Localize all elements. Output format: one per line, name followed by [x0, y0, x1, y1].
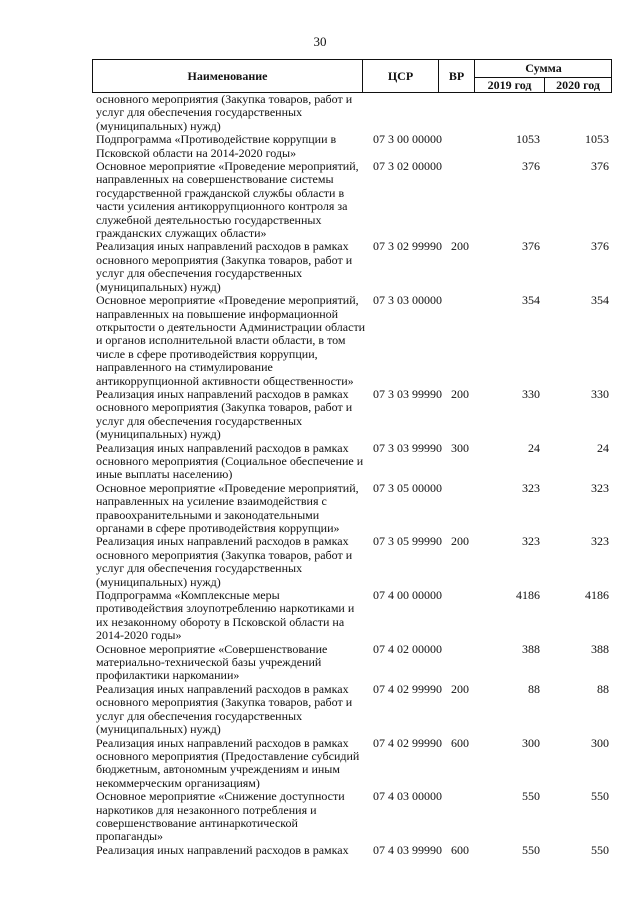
row-name-line: иные выплаты населению) [96, 467, 233, 482]
row-sum-2019: 330 [522, 386, 540, 401]
row-name-line: услуг для обеспечения государственных [96, 105, 303, 120]
page-number: 30 [313, 34, 327, 49]
row-sum-2019: 300 [522, 735, 540, 750]
table-row [96, 589, 612, 643]
table-row [96, 160, 612, 240]
row-sum-2020: 323 [591, 534, 609, 549]
row-name [96, 388, 358, 442]
header-csr: ЦСР [363, 60, 439, 92]
header-year-2019: 2019 год [475, 77, 545, 93]
table-row [96, 133, 612, 160]
row-name-line: Реализация иных направлений расходов в рамках [96, 440, 349, 455]
row-name-line: правоохранительными и законодательными [96, 507, 320, 522]
row-name [96, 589, 358, 643]
row-vr: 200 [451, 239, 469, 254]
table-row [96, 240, 612, 294]
row-name-line: Реализация иных направлений расходов в рамках [96, 534, 349, 549]
row-name-line: антикоррупционной активности общественности» [96, 373, 354, 388]
header-name: Наименование [93, 60, 363, 92]
table-row [96, 388, 612, 442]
row-sum-2019: 354 [522, 293, 540, 308]
row-name-line: материально-технической базы учреждений [96, 655, 322, 670]
row-sum-2020: 330 [591, 386, 609, 401]
row-name [96, 160, 358, 240]
row-name-line: услуг для обеспечения государственных [96, 561, 303, 576]
row-vr: 600 [451, 735, 469, 750]
header-year-2020: 2020 год [556, 78, 600, 92]
row-sum-2020: 24 [597, 440, 609, 455]
row-name-line: числе в сфере противодействия коррупции, [96, 346, 318, 361]
row-name-line: части усиления антикоррупционного контроля за [96, 199, 348, 214]
row-name [96, 133, 358, 160]
row-sum-2020: 388 [591, 641, 609, 656]
table-row [96, 535, 612, 589]
row-sum-2019: 376 [522, 159, 540, 174]
row-name-line: основного мероприятия (Предоставление субсидий [96, 748, 360, 763]
table-row [96, 643, 612, 683]
row-name-line: направленных на усиление взаимодействия с [96, 494, 327, 509]
table-row [96, 683, 612, 737]
row-vr: 200 [451, 386, 469, 401]
row-name [96, 790, 358, 844]
row-name-line: гражданских служащих области» [96, 226, 267, 241]
row-name-line: их незаконному обороту в Псковской области на [96, 614, 345, 629]
table-row [96, 442, 612, 482]
row-name-line: Реализация иных направлений расходов в рамках [96, 386, 349, 401]
row-name-line: (муниципальных) нужд) [96, 427, 221, 442]
row-name-line: пропаганды» [96, 829, 164, 844]
row-sum-2019: 4186 [516, 588, 540, 603]
row-csr: 07 4 00 00000 [373, 588, 442, 603]
row-name-line: Основное мероприятие «Совершенствование [96, 641, 328, 656]
table-row [96, 844, 612, 857]
row-csr: 07 4 02 99990 [373, 681, 442, 696]
row-name-line: служебной деятельностью государственных [96, 212, 322, 227]
row-vr: 600 [451, 842, 469, 857]
row-name-line: направленных на повышение информационной [96, 306, 339, 321]
header-vr: ВР [439, 60, 475, 92]
row-vr: 300 [451, 440, 469, 455]
row-sum-2019: 323 [522, 534, 540, 549]
row-csr: 07 3 02 99990 [373, 239, 442, 254]
header-sum: Сумма [475, 60, 612, 78]
row-csr: 07 4 02 00000 [373, 641, 442, 656]
row-name-line: Реализация иных направлений расходов в рамках [96, 239, 349, 254]
row-csr: 07 4 02 99990 [373, 735, 442, 750]
row-name [96, 293, 366, 388]
row-csr: 07 3 03 99990 [373, 440, 442, 455]
row-name-line: основного мероприятия (Закупка товаров, работ и [96, 400, 353, 415]
row-name-line: направленного на стимулирование [96, 360, 273, 375]
row-name-line: основного мероприятия (Закупка товаров, работ и [96, 92, 353, 106]
row-name-line: услуг для обеспечения государственных [96, 266, 303, 281]
row-name [96, 440, 364, 482]
row-sum-2020: 550 [591, 789, 609, 804]
row-sum-2019: 376 [522, 239, 540, 254]
row-name-line: 2014-2020 годы» [96, 628, 182, 643]
row-name-line: Основное мероприятие «Проведение мероприятий, [96, 293, 359, 308]
row-name [96, 844, 358, 857]
row-name-line: Псковской области на 2014-2020 годы» [96, 145, 297, 160]
row-name-line: направленных на совершенствование системы [96, 172, 334, 187]
row-csr: 07 3 00 00000 [373, 132, 442, 147]
row-name-line: некоммерческим организациям) [96, 775, 260, 790]
row-name [96, 93, 358, 133]
row-vr: 200 [451, 534, 469, 549]
row-name-line: услуг для обеспечения государственных [96, 413, 303, 428]
row-name [96, 737, 358, 791]
row-sum-2020: 376 [591, 239, 609, 254]
row-name [96, 482, 358, 536]
row-sum-2020: 354 [591, 293, 609, 308]
row-sum-2019: 24 [528, 440, 540, 455]
row-name-line: (муниципальных) нужд) [96, 279, 221, 294]
row-csr: 07 3 02 00000 [373, 159, 442, 174]
table-row [96, 737, 612, 791]
row-sum-2020: 4186 [585, 588, 609, 603]
row-sum-2019: 550 [522, 789, 540, 804]
row-name-line: совершенствование антинаркотической [96, 815, 298, 830]
row-sum-2019: 88 [528, 681, 540, 696]
row-name-line: органами в сфере противодействия коррупции» [96, 521, 340, 535]
row-name-line: Подпрограмма «Комплексные меры [96, 588, 280, 603]
row-name-line: Основное мероприятие «Проведение мероприятий, [96, 480, 359, 495]
row-csr: 07 4 03 00000 [373, 789, 442, 804]
row-sum-2019: 323 [522, 480, 540, 495]
row-name-line: Реализация иных направлений расходов в рамках [96, 681, 349, 696]
row-sum-2019: 388 [522, 641, 540, 656]
row-name [96, 683, 358, 737]
table-row [96, 294, 612, 388]
row-sum-2020: 300 [591, 735, 609, 750]
row-name-line: Основное мероприятие «Проведение мероприятий, [96, 159, 359, 174]
row-sum-2020: 1053 [585, 132, 609, 147]
row-name-line: противодействия злоупотреблению наркотиками и [96, 601, 355, 616]
row-sum-2019: 1053 [516, 132, 540, 147]
row-name-line: и органов исполнительной власти области, в том [96, 333, 346, 348]
row-name-line: основного мероприятия (Социальное обеспечение и [96, 453, 364, 468]
row-name-line: (муниципальных) нужд) [96, 118, 221, 133]
table-row [96, 790, 612, 844]
row-name-line: наркотиков для незаконного потребления и [96, 802, 317, 817]
row-sum-2020: 550 [591, 842, 609, 857]
row-sum-2019: 550 [522, 842, 540, 857]
row-name-line: открытости о деятельности Администрации области [96, 319, 366, 334]
row-name [96, 643, 358, 683]
row-csr: 07 3 03 99990 [373, 386, 442, 401]
row-name [96, 535, 358, 589]
row-name-line: (муниципальных) нужд) [96, 722, 221, 737]
row-name-line: Подпрограмма «Противодействие коррупции в [96, 132, 337, 147]
row-sum-2020: 376 [591, 159, 609, 174]
row-name-line: Реализация иных направлений расходов в рамках [96, 735, 349, 750]
table-row [96, 482, 612, 536]
row-vr: 200 [451, 681, 469, 696]
row-name-line: государственной гражданской службы области в [96, 185, 345, 200]
table-body [96, 93, 612, 857]
row-name-line: Реализация иных направлений расходов в рамках [96, 842, 349, 857]
table-header [92, 59, 612, 93]
row-name-line: основного мероприятия (Закупка товаров, работ и [96, 547, 353, 562]
row-sum-2020: 323 [591, 480, 609, 495]
row-csr: 07 3 03 00000 [373, 293, 442, 308]
row-name [96, 240, 358, 294]
row-name-line: профилактики наркомании» [96, 668, 240, 683]
header-sum-group [475, 60, 612, 92]
row-name-line: основного мероприятия (Закупка товаров, работ и [96, 695, 353, 710]
row-csr: 07 3 05 00000 [373, 480, 442, 495]
row-csr: 07 3 05 99990 [373, 534, 442, 549]
row-csr: 07 4 03 99990 [373, 842, 442, 857]
row-name-line: услуг для обеспечения государственных [96, 708, 303, 723]
row-sum-2020: 88 [597, 681, 609, 696]
row-name-line: Основное мероприятие «Снижение доступности [96, 789, 345, 804]
row-name-line: основного мероприятия (Закупка товаров, работ и [96, 252, 353, 267]
table-row [96, 93, 612, 133]
row-name-line: бюджетным, автономным учреждениям и иным [96, 762, 340, 777]
row-name-line: (муниципальных) нужд) [96, 574, 221, 589]
